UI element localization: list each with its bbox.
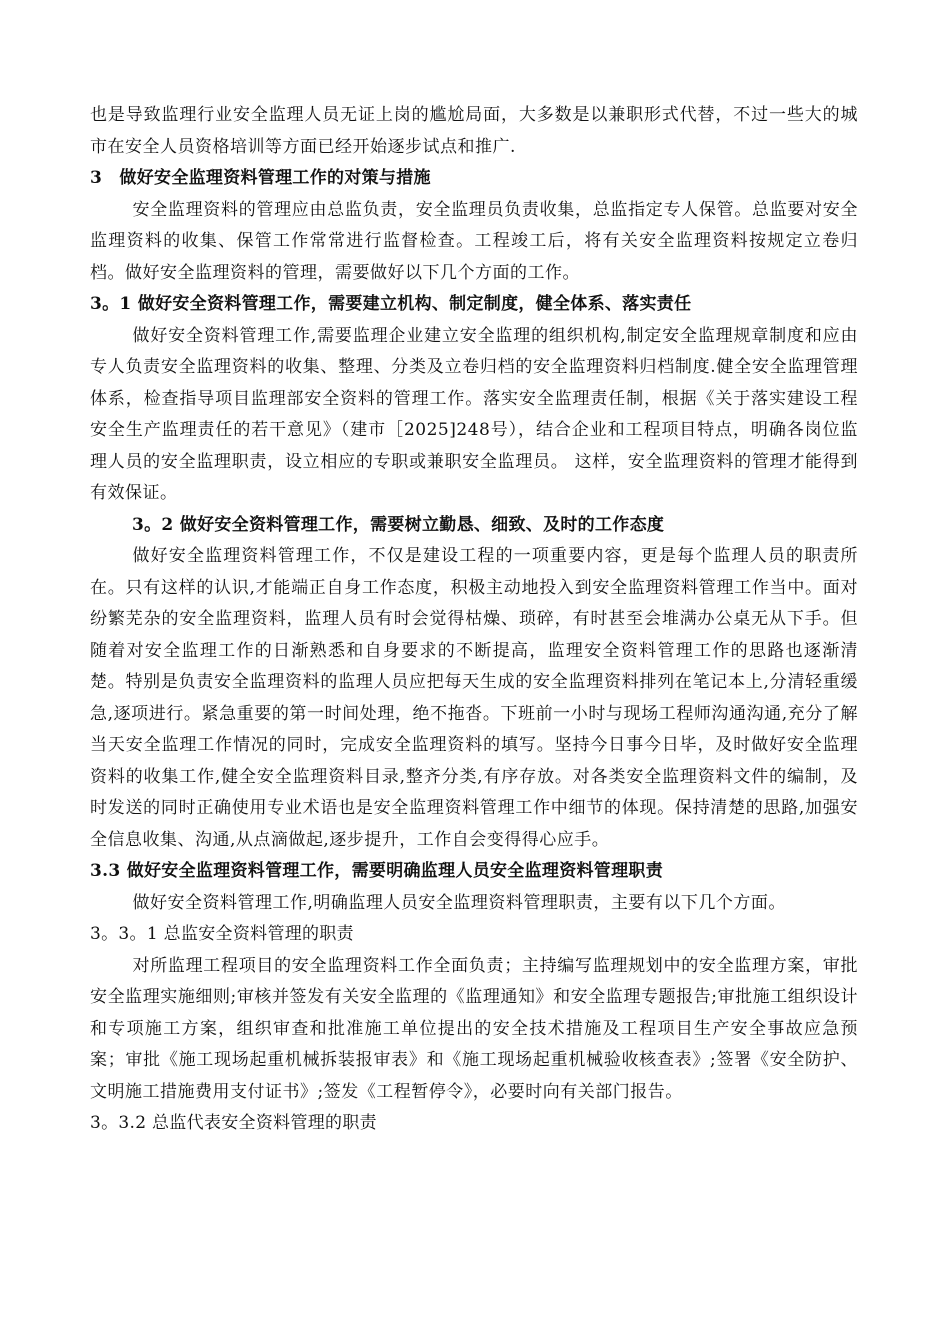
body-paragraph: 做好安全资料管理工作,明确监理人员安全监理资料管理职责，主要有以下几个方面。 (132, 892, 786, 913)
document-body (90, 100, 858, 1140)
sub-subsection-heading: 3。3。1 总监安全资料管理的职责 (90, 924, 354, 944)
body-paragraph: 安全监理资料的管理应由总监负责，安全监理员负责收集，总监指定专人保管。总监要对安全监理资料的收集、保管工作常常进行监督检查。工程竣工后，将有关安全监理资料按规定立卷归档。做好安全监理资料的管理，需要做好以下几个方面的工作。 (90, 199, 858, 283)
subsection-heading: 3.3 做好安全监理资料管理工作，需要明确监理人员安全监理资料管理职责 (90, 861, 663, 881)
body-paragraph: 做好安全监理资料管理工作，不仅是建设工程的一项重要内容，更是每个监理人员的职责所在。只有这样的认识,才能端正自身工作态度，积极主动地投入到安全监理资料管理工作当中。面对纷繁芜杂的安全监理资料，监理人员有时会觉得枯燥、琐碎，有时甚至会堆满办公桌无从下手。但随着对安全监理工作的日渐熟悉和自身要求的不断提高，监理安全资料管理工作的思路也逐渐清楚。特别是负责安全监理资料的监理人员应把每天生成的安全监理资料排列在笔记本上,分清轻重缓急,逐项进行。紧急重要的第一时间处理，绝不拖沓。下班前一小时与现场工程师沟通沟通,充分了解当天安全监理工作情况的同时，完成安全监理资料的填写。坚持今日事今日毕，及时做好安全监理资料的收集工作,健全安全监理资料目录,整齐分类,有序存放。对各类安全监理资料文件的编制，及时发送的同时正确使用专业术语也是安全监理资料管理工作中细节的体现。保持清楚的思路,加强安全信息收集、沟通,从点滴做起,逐步提升，工作自会变得得心应手。 (90, 546, 858, 850)
subsection-heading: 3。2 做好安全资料管理工作，需要树立勤恳、细致、及时的工作态度 (132, 514, 665, 535)
body-paragraph: 也是导致监理行业安全监理人员无证上岗的尴尬局面，大多数是以兼职形式代替，不过一些大的城市在安全人员资格培训等方面已经开始逐步试点和推广. (90, 105, 858, 157)
subsection-heading: 3。1 做好安全资料管理工作，需要建立机构、制定制度，健全体系、落实责任 (90, 294, 692, 314)
sub-subsection-heading: 3。3.2 总监代表安全资料管理的职责 (90, 1113, 377, 1133)
section-heading: 3 做好安全监理资料管理工作的对策与措施 (90, 168, 431, 188)
body-paragraph: 做好安全资料管理工作,需要监理企业建立安全监理的组织机构,制定安全监理规章制度和应由专人负责安全监理资料的收集、整理、分类及立卷归档的安全监理资料归档制度.健全安全监理管理体系，检查指导项目监理部安全资料的管理工作。落实安全监理责任制，根据《关于落实建设工程安全生产监理责任的若干意见》（建市［2025]248号），结合企业和工程项目特点，明确各岗位监理人员的安全监理职责，设立相应的专职或兼职安全监理员。 这样，安全监理资料的管理才能得到有效保证。 (90, 325, 858, 503)
body-paragraph: 对所监理工程项目的安全监理资料工作全面负责；主持编写监理规划中的安全监理方案，审批安全监理实施细则;审核并签发有关安全监理的《监理通知》和安全监理专题报告;审批施工组织设计和专项施工方案，组织审查和批准施工单位提出的安全技术措施及工程项目生产安全事故应急预案；审批《施工现场起重机械拆装报审表》和《施工现场起重机械验收核查表》;签署《安全防护、文明施工措施费用支付证书》;签发《工程暂停令》，必要时向有关部门报告。 (90, 955, 858, 1102)
